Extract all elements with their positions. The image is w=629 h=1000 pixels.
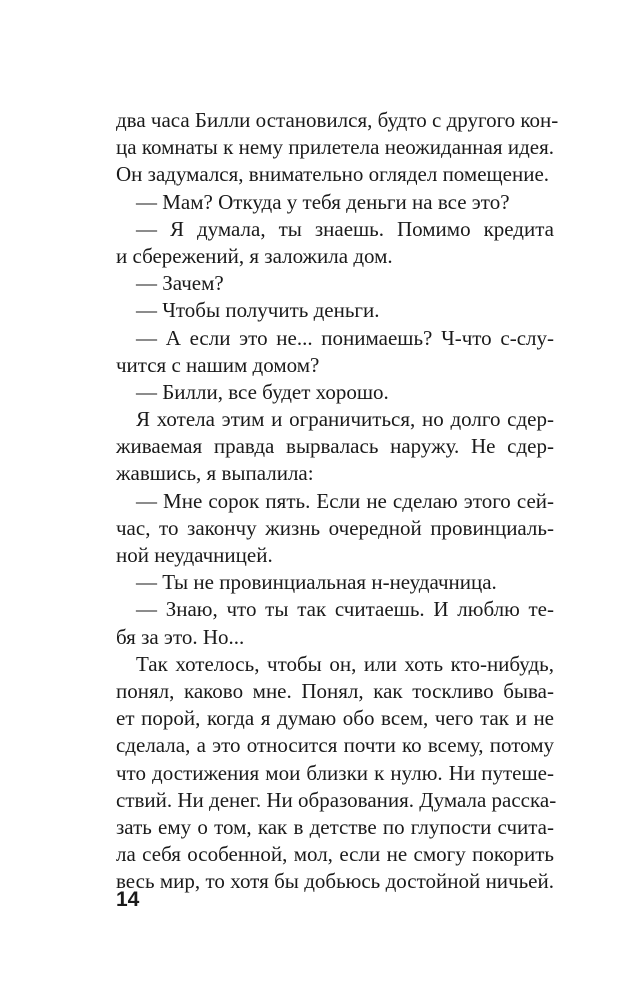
dialogue-line: — Зачем? [136, 271, 224, 296]
dialogue-line: — Ты не провинциальная н-неудачница. [136, 570, 497, 595]
text-line: ца комнаты к нему прилетела неожиданная идея. [116, 135, 554, 160]
text-line: сделала, а это относится почти ко всему, потому [116, 733, 554, 758]
text-line: два часа Билли остановился, будто с другого кон- [116, 108, 559, 132]
text-line: и сбережений, я заложила дом. [116, 243, 393, 268]
dialogue-line: — Мне сорок пять. Если не сделаю этого сей- [136, 488, 554, 513]
text-line: что достижения мои близки к нулю. Ни путеше- [116, 760, 554, 785]
text-line: живаемая правда вырвалась наружу. Не сдер- [116, 434, 554, 459]
text-line: бя за это. Но... [116, 624, 245, 649]
text-line: ной неудачницей. [116, 543, 273, 567]
text-line: весь мир, то хотя бы добьюсь достойной ничьей. [116, 869, 554, 894]
body-text [116, 107, 559, 895]
text-line: ет порой, когда я думаю обо всем, чего так и не [116, 706, 554, 731]
dialogue-line: — Билли, все будет хорошо. [136, 379, 389, 404]
text-line: ствий. Ни денег. Ни образования. Думала расска- [116, 787, 557, 812]
dialogue-line: — Мам? Откуда у тебя деньги на все это? [136, 189, 510, 214]
text-line: зать ему о том, как в детстве по глупости счита- [116, 814, 554, 839]
dialogue-line: — Знаю, что ты так считаешь. И люблю те- [136, 597, 554, 622]
text-line: Он задумался, внимательно оглядел помещение. [116, 162, 550, 187]
text-line: час, то закончу жизнь очередной провинциаль- [116, 515, 554, 540]
text-line: понял, каково мне. Понял, как тоскливо быва- [116, 678, 554, 703]
text-line: ла себя особенной, мол, если не смогу покорить [116, 842, 554, 867]
text-line: чится с нашим домом? [116, 352, 320, 377]
page-number: 14 [116, 888, 140, 911]
text-line: жавшись, я выпалила: [116, 461, 314, 486]
dialogue-line: — А если это не... понимаешь? Ч-что с-слу- [136, 325, 554, 350]
dialogue-line: — Я думала, ты знаешь. Помимо кредита [136, 216, 554, 241]
paragraph-line: Я хотела этим и ограничиться, но долго сдер- [136, 407, 554, 432]
paragraph-line: Так хотелось, чтобы он, или хоть кто-нибудь, [136, 651, 554, 676]
dialogue-line: — Чтобы получить деньги. [136, 298, 380, 323]
